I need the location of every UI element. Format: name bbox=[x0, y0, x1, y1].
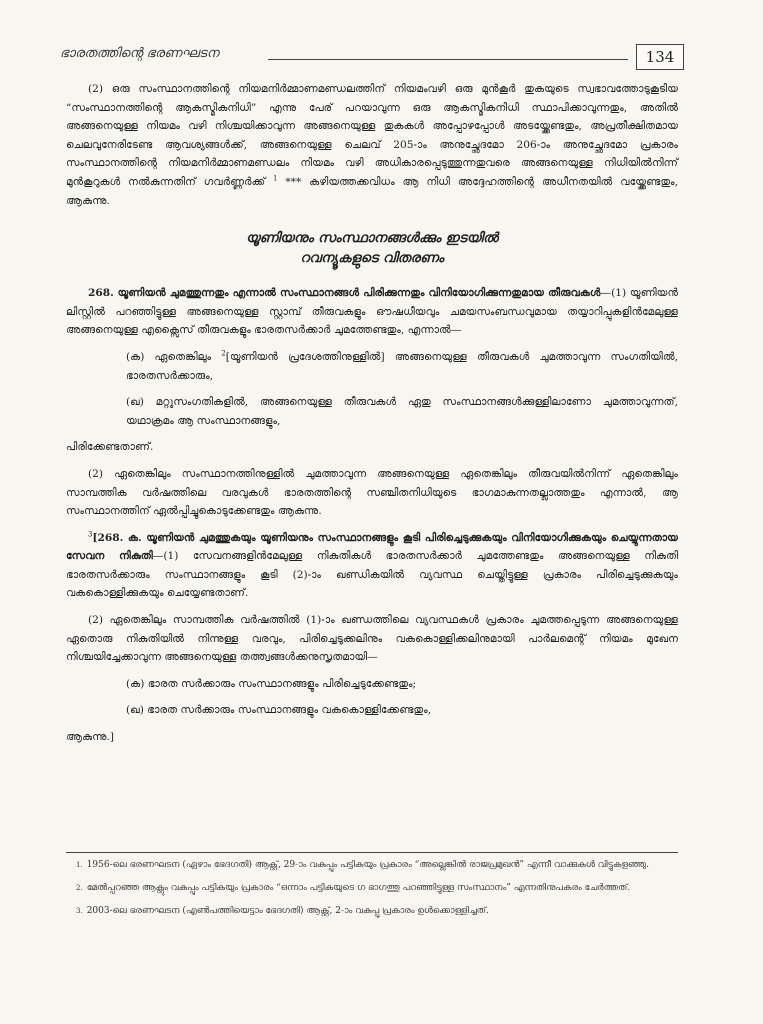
footnote-ref-3: 3 bbox=[88, 530, 93, 539]
footnote-text: 2003-ലെ ഭരണഘടന (എൺപത്തിയെട്ടാം ഭേദഗതി) ആക്റ്റ്, 2-ാം വകുപ്പു പ്രകാരം ഉൾക്കൊള്ളിച്ചത്. bbox=[86, 906, 489, 916]
section-heading bbox=[66, 228, 678, 268]
footnote-text: മേൽപ്പറഞ്ഞ ആക്റ്റും വകുപ്പും പട്ടികയും പ്രകാരം “ഒന്നാം പട്ടികയുടെ ഗ ഭാഗത്തു പറഞ്ഞിട്ടുള്ള സംസ്ഥാനം” എന്നതിനുപകരം ചേർത്തത്. bbox=[86, 883, 631, 893]
clause-a bbox=[126, 348, 678, 385]
article-268a bbox=[66, 529, 678, 603]
footnote-text: 1956-ലെ ഭരണഘടന (ഏഴാം ഭേദഗതി) ആക്റ്റ്, 29-ാം വകുപ്പും പട്ടികയും പ്രകാരം “അല്ലെങ്കിൽ രാജപ്രമുഖൻ” എന്നീ വാക്കുകൾ വിട്ടുകളഞ്ഞു. bbox=[86, 860, 649, 870]
article-268a-clause-b: (ഖ) ഭാരത സർക്കാരും സംസ്ഥാനങ്ങളും വകകൊള്ളിക്കേണ്ടതും, bbox=[126, 704, 432, 717]
article-268a-tail: ആകുന്നു.] bbox=[66, 731, 114, 744]
paragraph-text: (2) ഒരു സംസ്ഥാനത്തിന്റെ നിയമനിർമ്മാണമണ്ഡലത്തിന് നിയമംവഴി ഒരു മുൻകൂർ തുകയുടെ സ്വഭാവത്തോടുകൂടിയ “സംസ്ഥാനത്തിന്റെ ആകസ്മികനിധി” എന്നു പേര് പറയാവുന്ന ഒരു ആകസ്മികനിധി സ്ഥാപിക്കാവുന്നതും, അതിൽ അങ്ങനെയുള്ള നിയമം വഴി നിശ്ചയിക്കാവുന്ന അങ്ങനെയുള്ള തുകകൾ അപ്പോഴപ്പോൾ അടയ്ക്കേണ്ടതും, അപ്രതീക്ഷിതമായ ചെലവുനേരിടേണ്ട ആവശ്യങ്ങൾക്ക്, അങ്ങനെയുള്ള ചെലവ് 205-ാം അനുച്ഛേദമോ 206-ാം അനുച്ഛേദമോ പ്രകാരം സംസ്ഥാനത്തിന്റെ നിയമനിർമ്മാണമണ്ഡലം നിയമം വഴി അധികാരപ്പെടുത്തുന്നതുവരെ അങ്ങനെയുള്ള നിധിയിൽനിന്ന് മുൻകൂറുകൾ നൽകുന്നതിന് ഗവർണ്ണർക്ക് bbox=[66, 83, 678, 188]
article-268a-title: [268. ക. യൂണിയൻ ചുമത്തുകയും യൂണിയനും സംസ്ഥാനങ്ങളും കൂടി പിരിച്ചെടുക്കുകയും വിനിയോഗിക്കുകയും ചെയ്യുന്നതായ സേവന നികുതി bbox=[66, 531, 678, 563]
article-number: 268. bbox=[88, 287, 114, 300]
clause-b: (ഖ) മറ്റുസംഗതികളിൽ, അങ്ങനെയുള്ള തീരുവകൾ ഏതു സംസ്ഥാനങ്ങൾക്കുള്ളിലാണോ ചുമത്താവുന്നത്, യഥാക്രമം ആ സംസ്ഥാനങ്ങളും, bbox=[126, 396, 678, 427]
article-268 bbox=[66, 284, 678, 340]
clause-a-text: [യൂണിയൻ പ്രദേശത്തിനുള്ളിൽ] അങ്ങനെയുള്ള തീരുവകൾ ചുമത്താവുന്ന സംഗതിയിൽ, ഭാരതസർക്കാരും, bbox=[126, 350, 678, 382]
article-268a-body: —(1) സേവനങ്ങളിൻമേലുള്ള നികുതികൾ ഭാരതസർക്കാർ ചുമത്തേണ്ടതും അങ്ങനെയുള്ള നികുതി ഭാരതസർക്കാരും സംസ്ഥാനങ്ങളും കൂടി (2)-ാം ഖണ്ഡികയിൽ വ്യവസ്ഥ ചെയ്തിട്ടുള്ള പ്രകാരം പിരിച്ചെടുക്കുകയും വകകൊള്ളിക്കുകയും ചെയ്യേണ്ടതാണ്. bbox=[66, 550, 678, 600]
footnote-mark: 2. bbox=[76, 884, 83, 892]
footnote-1 bbox=[76, 858, 676, 873]
section-heading-line1: യൂണിയനും സംസ്ഥാനങ്ങൾക്കും ഇടയിൽ bbox=[245, 230, 499, 247]
article-268-tail: പിരിക്കേണ്ടതാണ്. bbox=[66, 441, 154, 454]
footnotes bbox=[76, 858, 676, 927]
footnote-3 bbox=[76, 904, 676, 919]
footnote-ref-1: 1 bbox=[273, 174, 278, 183]
paragraph-text-tail: *** കഴിയത്തക്കവിധം ആ നിധി അദ്ദേഹത്തിന്റെ അധീനതയിൽ വയ്ക്കേണ്ടതും, ആകുന്നു. bbox=[66, 175, 678, 207]
article-268a-clause-2: (2) ഏതെങ്കിലും സാമ്പത്തിക വർഷത്തിൽ (1)-ാം ഖണ്ഡത്തിലെ വ്യവസ്ഥകൾ പ്രകാരം ചുമത്തപ്പെടുന്ന അങ്ങനെയുള്ള ഏതൊരു നികുതിയിൽ നിന്നുള്ള വരവും, പിരിച്ചെടുക്കലിനും വകകൊള്ളിക്കലിനുമായി പാർലമെന്റ് നിയമം മുഖേന നിശ്ചയിച്ചേക്കാവുന്ന അങ്ങനെയുള്ള തത്ത്വങ്ങൾക്കനുസൃതമായി— bbox=[66, 614, 678, 664]
paragraph-contingency-fund bbox=[66, 80, 678, 210]
footnote-rule bbox=[66, 852, 678, 853]
article-title: യൂണിയൻ ചുമത്തുന്നതും എന്നാൽ സംസ്ഥാനങ്ങൾ പിരിക്കുന്നതും വിനിയോഗിക്കുന്നതുമായ തീരുവകൾ bbox=[117, 287, 601, 300]
page-body bbox=[66, 80, 678, 755]
footnote-2 bbox=[76, 881, 676, 896]
header-rule bbox=[268, 59, 628, 60]
article-268-clause-2: (2) ഏതെങ്കിലും സംസ്ഥാനത്തിനുള്ളിൽ ചുമത്താവുന്ന അങ്ങനെയുള്ള ഏതെങ്കിലും തീരുവയിൽനിന്ന് ഏതെങ്കിലും സാമ്പത്തിക വർഷത്തിലെ വരവുകൾ ഭാരതത്തിന്റെ സഞ്ചിതനിധിയുടെ ഭാഗമാകുന്നതല്ലാത്തതും എന്നാൽ, ആ സംസ്ഥാനത്തിന് ഏൽപ്പിച്ചുകൊടുക്കേണ്ടതും ആകുന്നു. bbox=[66, 467, 678, 518]
page-number: 134 bbox=[636, 44, 684, 70]
running-header-title: ഭാരതത്തിന്റെ ഭരണഘടന bbox=[60, 46, 219, 61]
footnote-mark: 3. bbox=[76, 907, 83, 915]
footnote-ref-2: 2 bbox=[221, 349, 226, 358]
article-268a-clause-a: (ക) ഭാരത സർക്കാരും സംസ്ഥാനങ്ങളും പിരിച്ചെടുക്കേണ്ടതും; bbox=[126, 677, 417, 690]
section-heading-line2: റവന്യൂകളുടെ വിതരണം bbox=[300, 250, 444, 267]
article-body: —(1) യൂണിയൻ ലിസ്റ്റിൽ പറഞ്ഞിട്ടുള്ള അങ്ങനെയുള്ള സ്റ്റാമ്പ് തീരുവകളും ഔഷധീയവും ചമയസംബന്ധവുമായ തയ്യാറിപ്പുകളിൻമേലുള്ള അങ്ങനെയുള്ള എക്സൈസ് തീരുവകളും ഭാരതസർക്കാർ ചുമത്തേണ്ടതും, എന്നാൽ— bbox=[66, 287, 678, 337]
footnote-mark: 1. bbox=[76, 861, 83, 869]
clause-a-prefix: (ക) ഏതെങ്കിലും bbox=[126, 350, 222, 363]
